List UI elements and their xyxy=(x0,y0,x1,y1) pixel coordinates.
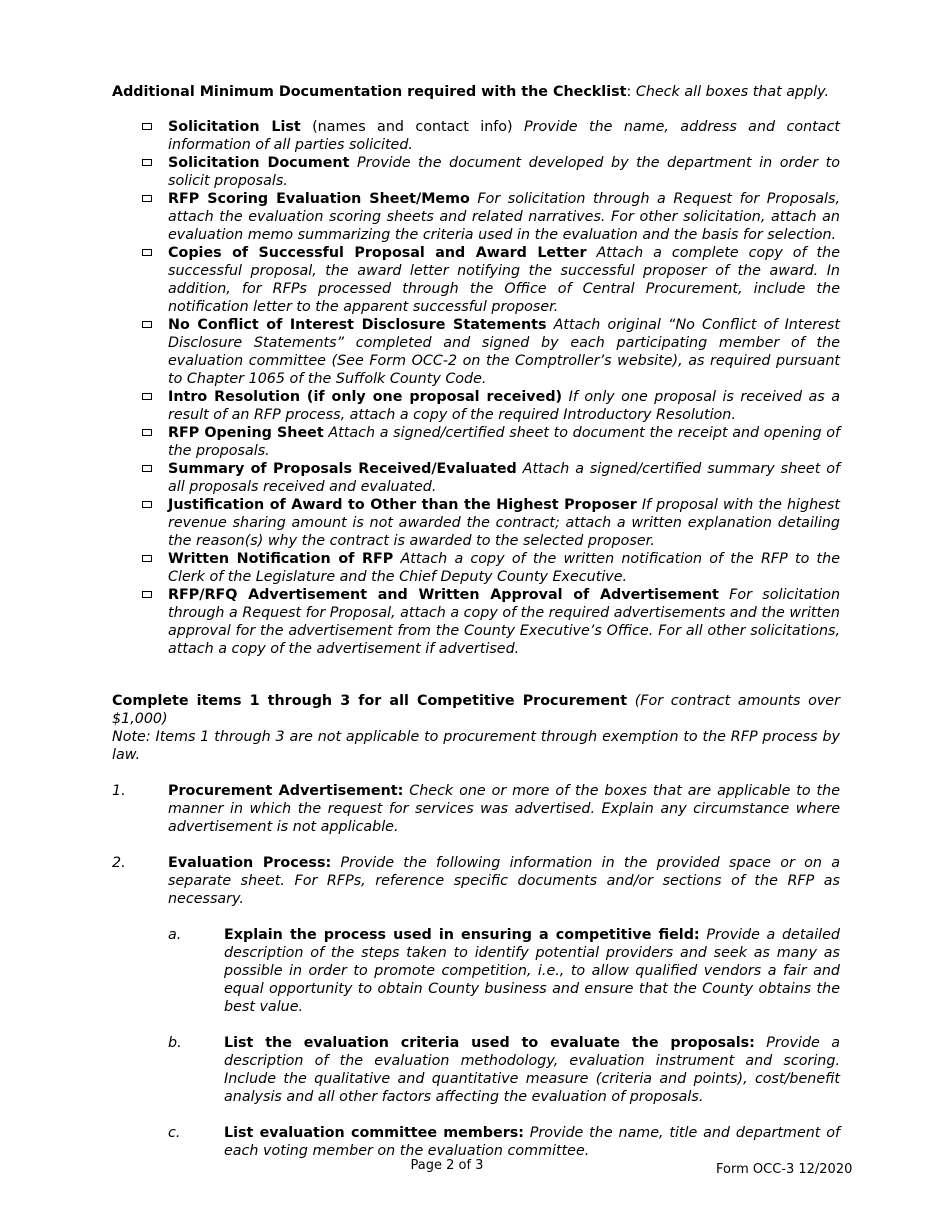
checkbox[interactable] xyxy=(142,159,152,166)
checklist-item-description: If only one proposal is received as a result of an RFP process, attach a copy of the required Introductory Resolution. xyxy=(168,389,841,423)
checklist-item xyxy=(112,154,840,190)
sub-item xyxy=(112,1124,840,1160)
checkbox[interactable] xyxy=(142,501,152,508)
sub-item-description: Provide a detailed description of the steps taken to identify potential providers and seek as many as possible in order to promote competition, i.e., to allow qualified vendors a fair and equal opportunity to obtain County business and ensure that the County obtains the best value. xyxy=(224,927,841,1015)
sub-item xyxy=(112,926,840,1016)
numbered-item xyxy=(112,854,840,908)
complete-note: Note: Items 1 through 3 are not applicable to procurement through exemption to the RFP process by law. xyxy=(112,729,840,763)
item-number: 2. xyxy=(112,855,126,871)
checkbox[interactable] xyxy=(142,123,152,130)
sub-item-letter: c. xyxy=(168,1125,181,1141)
checklist-item-plain xyxy=(546,317,553,333)
checklist-item-description: Attach a signed/certified sheet to document the receipt and opening of the proposals. xyxy=(168,425,840,459)
checklist-item-title: RFP/RFQ Advertisement and Written Approval of Advertisement xyxy=(168,587,719,603)
checklist-item-description: Attach a complete copy of the successful proposal, the award letter notifying the successful proposer of the award. In addition, for RFPs processed through the Office of Central Procurement, include the notification letter to the apparent successful proposer. xyxy=(168,245,841,315)
checklist-item-plain xyxy=(587,245,597,261)
checkbox[interactable] xyxy=(142,393,152,400)
item-number: 1. xyxy=(112,783,126,799)
checklist-item-description: Attach a copy of the written notification of the RFP to the Clerk of the Legislature and the Chief Deputy County Executive. xyxy=(168,551,841,585)
checklist-item-plain: (names and contact info) xyxy=(300,119,525,135)
checkbox[interactable] xyxy=(142,465,152,472)
checklist-item-description: For solicitation through a Request for Proposal, attach a copy of the required advertisements and the written approval for the advertisement from the County Executive’s Office. For all other solicitations, attach a copy of the advertisement if advertised. xyxy=(168,587,841,657)
checklist-item-title: Justification of Award to Other than the Highest Proposer xyxy=(168,497,637,513)
checklist-item-title: No Conflict of Interest Disclosure Statements xyxy=(168,317,547,333)
sub-item-description: Provide the name, title and department of each voting member on the evaluation committee. xyxy=(224,1125,841,1159)
sub-item xyxy=(112,1034,840,1106)
checklist-item xyxy=(112,388,840,424)
checklist-item-description: Attach original “No Conflict of Interest Disclosure Statements” completed and signed by each participating member of the evaluation committee (See Form OCC-2 on the Comptroller’s website), as required pursuant to Chapter 1065 of the Suffolk County Code. xyxy=(168,317,840,387)
documentation-checklist xyxy=(112,118,840,658)
checkbox[interactable] xyxy=(142,429,152,436)
checklist-item-plain xyxy=(393,551,400,567)
sub-item-letter: b. xyxy=(168,1035,182,1051)
checklist-item-title: RFP Opening Sheet xyxy=(168,425,324,441)
checklist-item-title: Summary of Proposals Received/Evaluated xyxy=(168,461,517,477)
checklist-item xyxy=(112,244,840,316)
checklist-item xyxy=(112,496,840,550)
form-id: Form OCC-3 12/2020 xyxy=(716,1162,853,1177)
complete-items-section xyxy=(112,692,840,764)
item-description: Check one or more of the boxes that are applicable to the manner in which the request for services was advertised. Explain any circumstance where advertisement is not applicable. xyxy=(168,783,841,835)
checklist-item-title: Copies of Successful Proposal and Award Letter xyxy=(168,245,587,261)
checkbox[interactable] xyxy=(142,195,152,202)
checkbox[interactable] xyxy=(142,249,152,256)
checklist-item-title: Solicitation List xyxy=(168,119,301,135)
intro-colon: : xyxy=(626,84,636,100)
checkbox[interactable] xyxy=(142,591,152,598)
checklist-item xyxy=(112,586,840,658)
item-description: Provide the following information in the provided space or on a separate sheet. For RFPs, reference specific documents and/or sections of the RFP as necessary. xyxy=(168,855,840,907)
complete-paren: (For contract amounts over $1,000) xyxy=(112,693,840,727)
checklist-item-plain xyxy=(719,587,729,603)
checkbox[interactable] xyxy=(142,321,152,328)
numbered-item xyxy=(112,782,840,836)
page-number: Page 2 of 3 xyxy=(410,1158,484,1173)
item-title: Procurement Advertisement: xyxy=(168,783,404,799)
complete-heading: Complete items 1 through 3 for all Competitive Procurement xyxy=(112,693,628,709)
checklist-item xyxy=(112,118,840,154)
checklist-item-description: For solicitation through a Request for Proposals, attach the evaluation scoring sheets and related narratives. For other solicitation, attach an evaluation memo summarizing the criteria used in the evaluation and the basis for selection. xyxy=(168,191,840,243)
checkbox[interactable] xyxy=(142,555,152,562)
checklist-item-description: Provide the name, address and contact information of all parties solicited. xyxy=(168,119,840,153)
checklist-item-title: Written Notification of RFP xyxy=(168,551,394,567)
checklist-item xyxy=(112,190,840,244)
checklist-item xyxy=(112,424,840,460)
checklist-item-title: RFP Scoring Evaluation Sheet/Memo xyxy=(168,191,470,207)
sub-item-description: Provide a description of the evaluation methodology, evaluation instrument and scoring. Include the qualitative and quantitative measure (criteria and points), cost/benefit analysis and all other factors affecting the evaluation of proposals. xyxy=(224,1035,840,1105)
checklist-item xyxy=(112,460,840,496)
checklist-item xyxy=(112,316,840,388)
checklist-item-title: Intro Resolution (if only one proposal received) xyxy=(168,389,563,405)
sub-item-letter: a. xyxy=(168,927,182,943)
checklist-item-description: Attach a signed/certified summary sheet of all proposals received and evaluated. xyxy=(168,461,840,495)
checklist-item-plain xyxy=(349,155,357,171)
checklist-item-description: If proposal with the highest revenue sharing amount is not awarded the contract; attach a written explanation detailing the reason(s) why the contract is awarded to the selected proposer. xyxy=(168,497,840,549)
checklist-item-description: Provide the document developed by the department in order to solicit proposals. xyxy=(168,155,840,189)
sub-item-title: Explain the process used in ensuring a competitive field: xyxy=(224,927,700,943)
item-title: Evaluation Process: xyxy=(168,855,332,871)
checklist-item-title: Solicitation Document xyxy=(168,155,350,171)
checklist-intro xyxy=(112,83,840,101)
sub-item-title: List the evaluation criteria used to evaluate the proposals: xyxy=(224,1035,755,1051)
checklist-item xyxy=(112,550,840,586)
sub-item-title: List evaluation committee members: xyxy=(224,1125,524,1141)
document-page xyxy=(112,83,840,1178)
intro-instruction: Check all boxes that apply. xyxy=(635,84,830,100)
intro-heading: Additional Minimum Documentation required with the Checklist xyxy=(112,84,627,100)
